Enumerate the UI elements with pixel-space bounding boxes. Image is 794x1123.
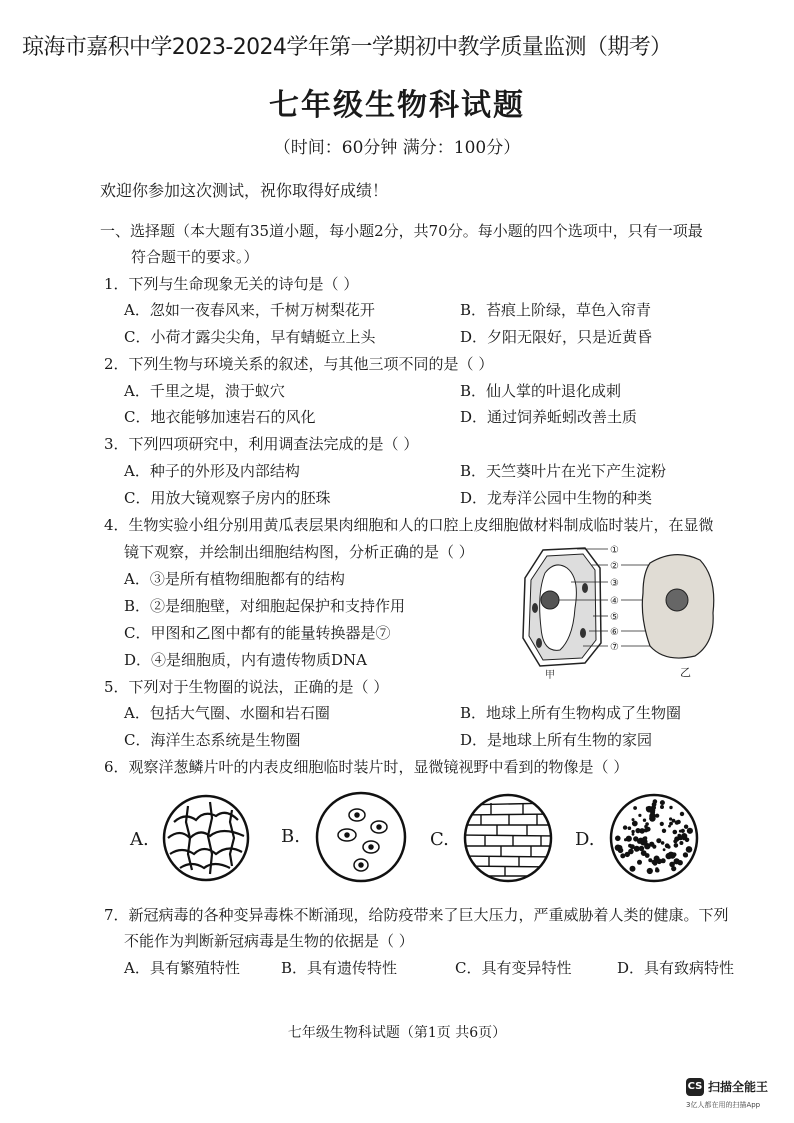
question-2-option-d[interactable]: D．通过饲养蚯蚓改善土质 (460, 408, 638, 426)
camscanner-logo-icon: CS (686, 1078, 704, 1096)
question-5-stem: 5．下列对于生物圈的说法，正确的是（ ） (104, 678, 389, 696)
page-footer: 七年级生物科试题（第1页 共6页） (287, 1025, 507, 1041)
question-5-option-d[interactable]: D．是地球上所有生物的家园 (460, 731, 653, 749)
chloroplast-shape (582, 583, 588, 593)
speckle-dot (647, 868, 653, 874)
question-3-option-d[interactable]: D．龙寿洋公园中生物的种类 (460, 489, 653, 507)
question-1-option-d[interactable]: D．夕阳无限好，只是近黄昏 (460, 328, 653, 346)
question-2-option-c[interactable]: C．地衣能够加速岩石的风化 (124, 408, 316, 426)
speckle-dot (615, 836, 621, 842)
speckle-dot (666, 853, 672, 859)
question-4-option-d[interactable]: D．④是细胞质，内有遗传物质DNA (124, 651, 368, 669)
question-6-option-a[interactable]: A. (130, 829, 149, 850)
speckle-dot (643, 819, 646, 822)
speckle-dot (669, 806, 672, 809)
question-5-option-c[interactable]: C．海洋生态系统是生物圈 (124, 731, 301, 749)
question-7-option-d[interactable]: D．具有致病特性 (617, 959, 735, 977)
speckle-dot (645, 822, 649, 826)
question-1-option-a[interactable]: A．忽如一夜春风来，千树万树梨花开 (124, 301, 375, 319)
speckle-dot (623, 825, 627, 829)
speckle-dot (673, 830, 678, 835)
question-3-stem: 3．下列四项研究中，利用调查法完成的是（ ） (104, 435, 419, 453)
speckle-dot (650, 808, 655, 813)
question-2-stem: 2．下列生物与环境关系的叙述，与其他三项不同的是（ ） (104, 355, 494, 373)
question-1-option-c[interactable]: C．小荷才露尖尖角，早有蜻蜓立上头 (124, 328, 376, 346)
question-3-option-b[interactable]: B．天竺葵叶片在光下产生淀粉 (460, 462, 667, 480)
speckle-dot (631, 830, 634, 833)
speckle-dot (669, 817, 672, 820)
cell-structure-diagram (505, 538, 720, 680)
micrograph-b[interactable] (313, 789, 409, 885)
speckle-dot (653, 799, 658, 804)
speckle-dot (674, 843, 679, 848)
speckle-dot (660, 805, 664, 809)
question-4-stem: 4．生物实验小组分别用黄瓜表层果肉细胞和人的口腔上皮细胞做材料制成临时装片，在显微 (104, 516, 714, 534)
chloroplast-shape (532, 603, 538, 613)
question-4-option-b[interactable]: B．②是细胞壁，对细胞起保护和支持作用 (124, 597, 406, 615)
question-4-option-a[interactable]: A．③是所有植物细胞都有的结构 (124, 570, 345, 588)
question-3-option-a[interactable]: A．种子的外形及内部结构 (124, 462, 300, 480)
speckle-dot (669, 822, 673, 826)
speckle-dot (645, 853, 650, 858)
question-7-option-b[interactable]: B．具有遗传特性 (281, 959, 398, 977)
exam-header: 琼海市嘉积中学2023-2024学年第一学期初中教学质量监测（期考） (22, 35, 672, 60)
question-7-option-a[interactable]: A．具有繁殖特性 (124, 959, 240, 977)
speckle-dot (680, 812, 684, 816)
speckle-dot (635, 828, 640, 833)
speckle-dot (660, 822, 664, 826)
nucleus-shape (541, 591, 559, 609)
question-2-option-a[interactable]: A．千里之堤，溃于蚁穴 (124, 382, 285, 400)
speckle-dot (681, 829, 685, 833)
diagram-label-2: ② (610, 561, 619, 572)
speckle-dot (628, 826, 632, 830)
speckle-dot (671, 866, 676, 871)
speckle-dot (679, 841, 683, 845)
speckle-dot (687, 828, 693, 834)
speckle-dot (649, 842, 652, 845)
speckle-dot (634, 821, 637, 824)
question-5-option-b[interactable]: B．地球上所有生物构成了生物圈 (460, 704, 682, 722)
diagram-caption-jia: 甲 (545, 670, 555, 680)
diagram-label-5: ⑤ (610, 612, 619, 623)
speckle-dot (641, 839, 648, 846)
micrograph-d[interactable] (607, 791, 701, 885)
speckle-dot (637, 839, 642, 844)
diagram-label-6: ⑥ (610, 627, 619, 638)
speckle-dot (626, 836, 632, 842)
speckle-dot (638, 814, 641, 817)
speckle-dot (628, 849, 634, 855)
speckle-dot (633, 806, 637, 810)
speckle-dot (630, 844, 635, 849)
speckle-dot (632, 833, 635, 836)
micrograph-c[interactable] (461, 791, 555, 885)
page-title: 七年级生物科试题 (269, 88, 525, 123)
question-3-option-c[interactable]: C．用放大镜观察子房内的胚珠 (124, 489, 331, 507)
question-7-option-c[interactable]: C．具有变异特性 (455, 959, 572, 977)
greeting: 欢迎你参加这次测试，祝你取得好成绩！ (100, 181, 389, 200)
speckle-dot (678, 836, 683, 841)
speckle-dot (686, 846, 693, 853)
speckle-dot (682, 837, 685, 840)
micrograph-a[interactable] (160, 792, 252, 884)
speckle-dot (618, 848, 624, 854)
speckle-dot (648, 858, 652, 862)
question-6-option-d[interactable]: D. (575, 829, 595, 850)
speckle-dot (656, 838, 661, 843)
question-7-stem: 7．新冠病毒的各种变异毒株不断涌现，给防疫带来了巨大压力，严重威胁着人类的健康。下列 (104, 906, 729, 924)
diagram-caption-yi: 乙 (680, 666, 691, 679)
speckle-dot (632, 818, 635, 821)
speckle-dot (663, 848, 666, 851)
diagram-label-3: ③ (610, 578, 619, 589)
speckle-dot (652, 845, 656, 849)
question-7-stem-cont: 不能作为判断新冠病毒是生物的依据是（ ） (124, 932, 414, 950)
speckle-dot (662, 829, 666, 833)
question-6-option-b[interactable]: B. (281, 826, 300, 847)
animal-nucleus-shape (666, 589, 688, 611)
question-6-option-c[interactable]: C. (430, 829, 449, 850)
question-6-stem: 6．观察洋葱鳞片叶的内表皮细胞临时装片时，显微镜视野中看到的物像是（ ） (104, 758, 629, 776)
speckle-dot (676, 820, 680, 824)
question-1-stem: 1．下列与生命现象无关的诗句是（ ） (104, 275, 359, 293)
speckle-dot (660, 800, 665, 805)
speckle-dot (684, 854, 688, 858)
question-4-option-c[interactable]: C．甲图和乙图中都有的能量转换器是⑦ (124, 624, 391, 642)
diagram-label-1: ① (610, 545, 619, 556)
speckle-dot (657, 860, 660, 863)
speckle-dot (684, 825, 688, 829)
scanner-app-name: 扫描全能王 (708, 1080, 769, 1094)
question-2-option-b[interactable]: B．仙人掌的叶退化成刺 (460, 382, 622, 400)
speckle-dot (620, 853, 625, 858)
question-5-option-a[interactable]: A．包括大气圈、水圈和岩石圈 (124, 704, 330, 722)
speckle-dot (630, 866, 636, 872)
speckle-dot (637, 860, 642, 865)
question-1-option-b[interactable]: B．苔痕上阶绿，草色入帘青 (460, 301, 652, 319)
chloroplast-shape (536, 638, 542, 648)
question-4-stem-cont: 镜下观察，并绘制出细胞结构图，分析正确的是（ ） (124, 543, 474, 561)
scanner-tagline: 3亿人都在用的扫描App (686, 1101, 761, 1109)
exam-time-score: （时间：60分钟 满分：100分） (273, 138, 521, 158)
section-heading-cont: 符合题干的要求。） (131, 248, 259, 266)
diagram-label-4: ④ (610, 596, 619, 607)
section-heading: 一、选择题（本大题有35道小题，每小题2分，共70分。每小题的四个选项中，只有一项最 (100, 222, 703, 240)
speckle-dot (656, 869, 660, 873)
diagram-label-7: ⑦ (610, 642, 619, 653)
speckle-dot (667, 845, 670, 848)
speckle-dot (674, 858, 680, 864)
speckle-dot (661, 841, 665, 845)
chloroplast-shape (580, 628, 586, 638)
